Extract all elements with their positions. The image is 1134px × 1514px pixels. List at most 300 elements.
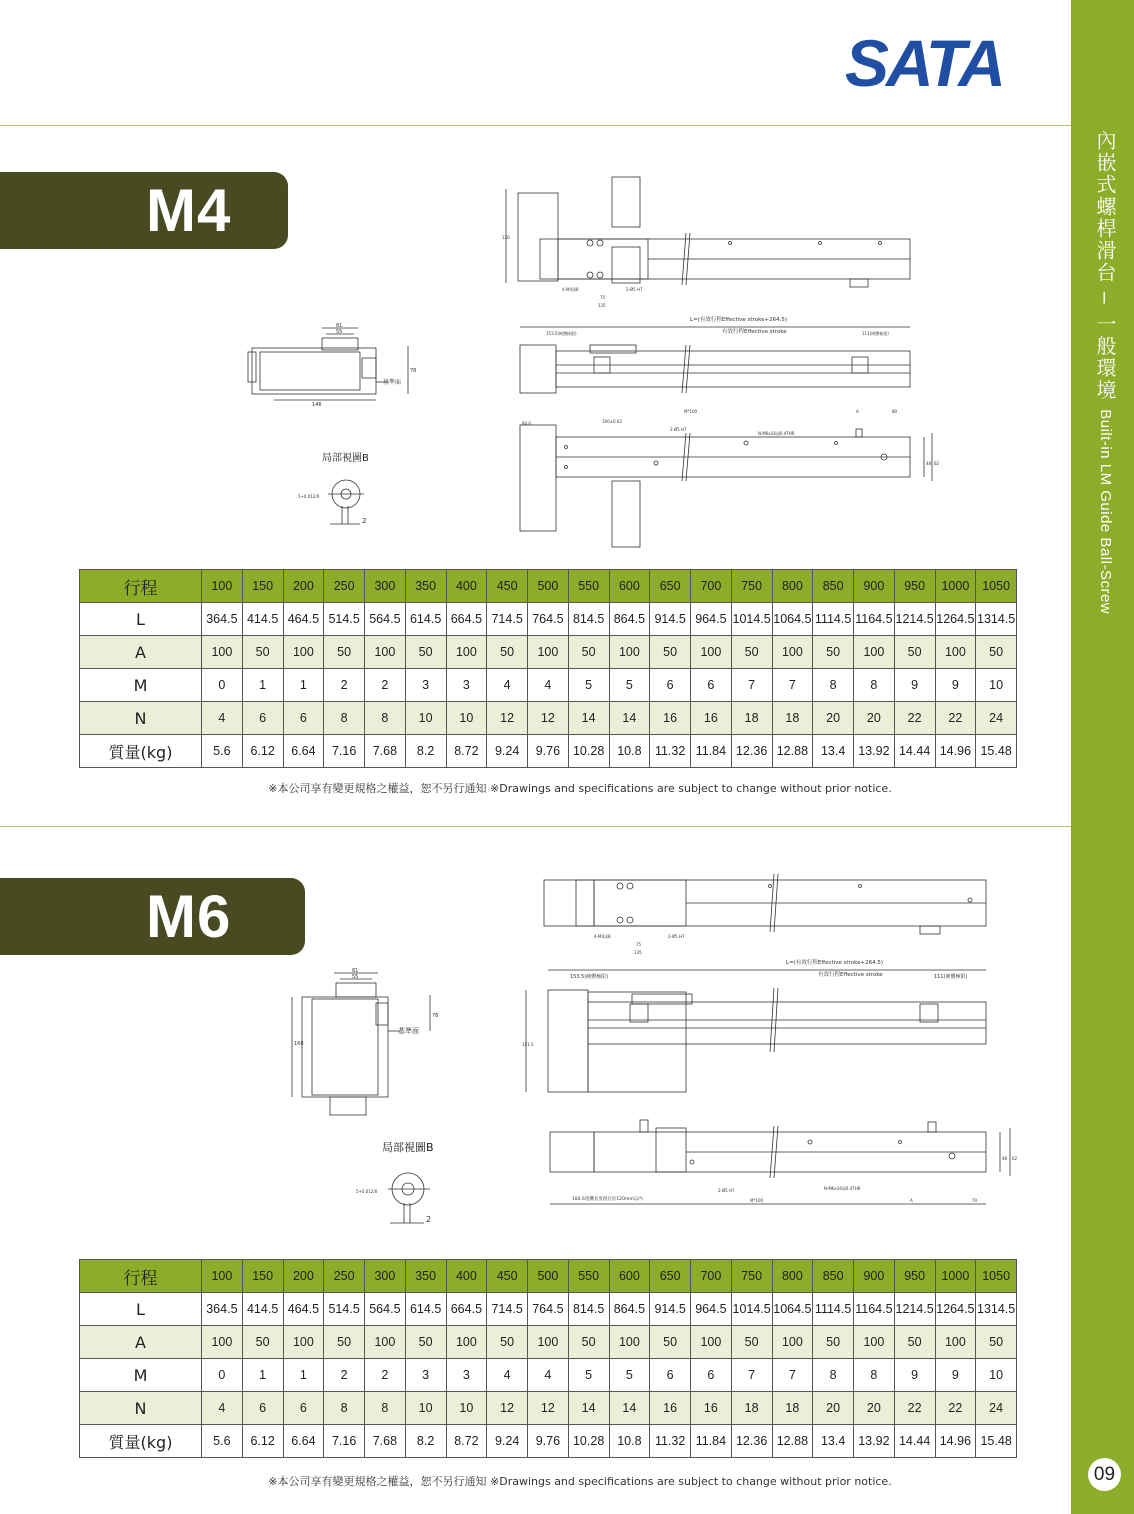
- m6-spec-table: [79, 1259, 1017, 1458]
- m4-stroke-cell: 350: [405, 570, 446, 603]
- m4-spec-table: [79, 569, 1017, 768]
- table-cell: 14: [568, 702, 609, 735]
- m4-notice: ※本公司享有變更規格之權益，恕不另行通知 ※Drawings and specifications are subject to change without prior notice.: [268, 782, 892, 795]
- table-cell: 24: [976, 702, 1017, 735]
- m6-stroke-cell: 100: [202, 1260, 243, 1293]
- divider-top: [0, 125, 1071, 126]
- table-cell: 50: [568, 1326, 609, 1359]
- m4-dim-48: 48: [926, 461, 932, 466]
- table-cell: 514.5: [324, 603, 365, 636]
- m4-dim-78: 78: [410, 368, 417, 374]
- model-title-m6: M6: [0, 878, 305, 955]
- table-cell: 22: [894, 1392, 935, 1425]
- table-cell: 3: [405, 1359, 446, 1392]
- table-cell: 1214.5: [894, 1293, 935, 1326]
- table-cell: 8.72: [446, 735, 487, 768]
- table-cell: 50: [976, 636, 1017, 669]
- table-cell: 10: [405, 1392, 446, 1425]
- table-cell: 8: [813, 1359, 854, 1392]
- m6-detail-view-drawing: [350, 1137, 460, 1227]
- table-cell: 714.5: [487, 603, 528, 636]
- table-cell: 5.6: [202, 735, 243, 768]
- table-cell: 6.12: [242, 735, 283, 768]
- m4-dim-81: 81: [336, 323, 343, 329]
- table-cell: 6: [691, 669, 732, 702]
- table-cell: 8: [365, 702, 406, 735]
- table-cell: 16: [691, 1392, 732, 1425]
- table-cell: 50: [487, 636, 528, 669]
- m6-dim-m4-holes: 4-M4深8: [594, 934, 611, 939]
- table-cell: 1064.5: [772, 1293, 813, 1326]
- m6-stroke-cell: 350: [405, 1260, 446, 1293]
- table-cell: 100: [854, 636, 895, 669]
- table-cell: 814.5: [568, 1293, 609, 1326]
- table-cell: 614.5: [405, 1293, 446, 1326]
- table-cell: 1014.5: [731, 1293, 772, 1326]
- table-cell: 100: [202, 1326, 243, 1359]
- m4-stroke-cell: 850: [813, 570, 854, 603]
- table-cell: 1: [283, 669, 324, 702]
- m6-stroke-cell: 650: [650, 1260, 691, 1293]
- m6-stroke-cell: 250: [324, 1260, 365, 1293]
- table-cell: 13.92: [854, 1425, 895, 1458]
- m6-dim-48: 48: [1002, 1156, 1008, 1161]
- table-cell: 100: [446, 636, 487, 669]
- m4-stroke-cell: 950: [894, 570, 935, 603]
- table-cell: 100: [365, 1326, 406, 1359]
- table-cell: 24: [976, 1392, 1017, 1425]
- table-cell: 1314.5: [976, 603, 1017, 636]
- table-cell: 50: [731, 636, 772, 669]
- m6-dim-70: 70: [972, 1198, 978, 1203]
- table-cell: 1: [242, 1359, 283, 1392]
- m4-detail-label: 局部視圖B: [322, 453, 369, 464]
- table-cell: 100: [528, 1326, 569, 1359]
- table-cell: 814.5: [568, 603, 609, 636]
- m4-dim-eff: 有效行程Effective stroke: [722, 329, 787, 335]
- table-cell: 50: [650, 636, 691, 669]
- table-cell: 1264.5: [935, 603, 976, 636]
- table-cell: 5: [568, 669, 609, 702]
- table-cell: 914.5: [650, 603, 691, 636]
- table-cell: 614.5: [405, 603, 446, 636]
- table-cell: 6: [242, 1392, 283, 1425]
- m6-stroke-cell: 950: [894, 1260, 935, 1293]
- m6-dim-75: 75: [636, 942, 642, 947]
- m6-dim-153: 153.5(硬體極限): [570, 974, 609, 980]
- page-number: 09: [1088, 1458, 1121, 1491]
- table-cell: 564.5: [365, 1293, 406, 1326]
- table-cell: 1014.5: [731, 603, 772, 636]
- table-cell: 964.5: [691, 603, 732, 636]
- table-cell: 6: [242, 702, 283, 735]
- m6-row-L: [80, 1293, 1017, 1326]
- table-cell: 14.44: [894, 1425, 935, 1458]
- m6-stroke-cell: 500: [528, 1260, 569, 1293]
- table-cell: 7: [772, 669, 813, 702]
- table-cell: 364.5: [202, 1293, 243, 1326]
- table-cell: 13.92: [854, 735, 895, 768]
- table-cell: 1164.5: [854, 603, 895, 636]
- table-cell: 22: [894, 702, 935, 735]
- table-cell: 7: [731, 1359, 772, 1392]
- table-cell: 5: [568, 1359, 609, 1392]
- table-cell: 8.2: [405, 735, 446, 768]
- table-cell: 5: [609, 669, 650, 702]
- table-cell: 100: [528, 636, 569, 669]
- table-cell: 10: [446, 1392, 487, 1425]
- m6-detail-dim-b: 2: [426, 1215, 432, 1224]
- table-cell: 100: [772, 1326, 813, 1359]
- m4-stroke-cell: 100: [202, 570, 243, 603]
- m6-dim-55: 55: [352, 974, 359, 980]
- m6-end-view-drawing: [290, 965, 450, 1120]
- m4-stroke-cell: 1000: [935, 570, 976, 603]
- table-cell: 2: [324, 1359, 365, 1392]
- table-cell: 50: [894, 1326, 935, 1359]
- m6-detail-dim-a: 5+0.012/0: [356, 1189, 378, 1194]
- table-cell: 514.5: [324, 1293, 365, 1326]
- table-cell: 1: [283, 1359, 324, 1392]
- m4-stroke-cell: 750: [731, 570, 772, 603]
- side-dash: –: [1094, 291, 1117, 306]
- table-cell: 50: [813, 636, 854, 669]
- table-cell: 6: [650, 669, 691, 702]
- table-cell: 13.4: [813, 1425, 854, 1458]
- table-cell: 14.44: [894, 735, 935, 768]
- table-cell: 10.8: [609, 735, 650, 768]
- m6-stroke-cell: 1000: [935, 1260, 976, 1293]
- m4-stroke-cell: 1050: [976, 570, 1017, 603]
- m4-dim-146: 146: [312, 402, 322, 408]
- m4-stroke-cell: 250: [324, 570, 365, 603]
- table-cell: 20: [813, 702, 854, 735]
- table-cell: 1214.5: [894, 603, 935, 636]
- m4-base-label: 基準面: [383, 379, 402, 386]
- m4-row-label: M: [80, 669, 202, 702]
- table-cell: 6: [283, 702, 324, 735]
- m6-stroke-cell: 800: [772, 1260, 813, 1293]
- table-cell: 1064.5: [772, 603, 813, 636]
- table-cell: 414.5: [242, 1293, 283, 1326]
- table-cell: 864.5: [609, 1293, 650, 1326]
- table-cell: 7.16: [324, 1425, 365, 1458]
- m4-row-N: [80, 702, 1017, 735]
- table-cell: 7.68: [365, 1425, 406, 1458]
- m4-stroke-cell: 600: [609, 570, 650, 603]
- table-cell: 12: [487, 1392, 528, 1425]
- table-cell: 100: [935, 1326, 976, 1359]
- table-cell: 7: [772, 1359, 813, 1392]
- table-cell: 0: [202, 1359, 243, 1392]
- m4-dim-126: 126: [502, 235, 510, 240]
- m4-dim-a: A: [856, 409, 859, 414]
- table-cell: 50: [242, 636, 283, 669]
- m4-dim-m4-holes: 4-M4深8: [562, 287, 579, 292]
- table-cell: 9: [894, 1359, 935, 1392]
- m4-row-label: L: [80, 603, 202, 636]
- table-cell: 12: [528, 702, 569, 735]
- table-cell: 2: [365, 669, 406, 702]
- table-cell: 14.96: [935, 1425, 976, 1458]
- m6-stroke-cell: 300: [365, 1260, 406, 1293]
- m6-row-label: M: [80, 1359, 202, 1392]
- table-cell: 50: [405, 636, 446, 669]
- m4-detail-dim-b: 2: [362, 517, 367, 525]
- table-cell: 10: [976, 1359, 1017, 1392]
- table-cell: 50: [242, 1326, 283, 1359]
- side-zh-title: 內嵌式螺桿滑台: [1093, 130, 1117, 284]
- m6-detail-label: 局部視圖B: [382, 1141, 434, 1154]
- m4-stroke-cell: 400: [446, 570, 487, 603]
- table-cell: 4: [202, 702, 243, 735]
- m4-dim-55: 55: [336, 329, 343, 335]
- table-cell: 15.48: [976, 1425, 1017, 1458]
- m6-notice: ※本公司享有變更規格之權益，恕不另行通知 ※Drawings and specifications are subject to change without prior notice.: [268, 1475, 892, 1488]
- table-cell: 9.24: [487, 735, 528, 768]
- m4-stroke-cell: 800: [772, 570, 813, 603]
- table-cell: 414.5: [242, 603, 283, 636]
- table-cell: 6: [283, 1392, 324, 1425]
- m4-dim-pin: 2-Ø5 H7: [626, 287, 643, 292]
- m6-dim-a: A: [910, 1198, 913, 1203]
- table-cell: 11.32: [650, 735, 691, 768]
- table-cell: 8: [813, 669, 854, 702]
- table-cell: 8: [854, 1359, 895, 1392]
- m4-row-mass: [80, 735, 1017, 768]
- table-cell: 12.88: [772, 1425, 813, 1458]
- table-cell: 100: [691, 1326, 732, 1359]
- table-cell: 20: [854, 1392, 895, 1425]
- table-cell: 100: [283, 1326, 324, 1359]
- table-cell: 50: [650, 1326, 691, 1359]
- m4-detail-view-drawing: [290, 448, 400, 528]
- m4-dim-84: 84.6: [522, 421, 531, 426]
- sata-logo: [845, 30, 1015, 92]
- table-cell: 5.6: [202, 1425, 243, 1458]
- table-cell: 1: [242, 669, 283, 702]
- table-cell: 18: [772, 702, 813, 735]
- table-cell: 50: [976, 1326, 1017, 1359]
- table-cell: 764.5: [528, 603, 569, 636]
- side-title: [1084, 130, 1120, 614]
- m4-row-label: A: [80, 636, 202, 669]
- table-cell: 564.5: [365, 603, 406, 636]
- table-cell: 16: [650, 1392, 691, 1425]
- table-cell: 1114.5: [813, 1293, 854, 1326]
- table-cell: 1264.5: [935, 1293, 976, 1326]
- m6-stroke-cell: 600: [609, 1260, 650, 1293]
- table-cell: 914.5: [650, 1293, 691, 1326]
- table-cell: 964.5: [691, 1293, 732, 1326]
- m6-dim-160: 160: [294, 1041, 304, 1047]
- table-cell: 12.36: [731, 735, 772, 768]
- m6-dim-m100: M*100: [750, 1198, 764, 1203]
- table-cell: 1114.5: [813, 603, 854, 636]
- m6-dim-cable: 184.6電機長度現在於120mm以內: [572, 1197, 643, 1202]
- m6-stroke-cell: 850: [813, 1260, 854, 1293]
- table-cell: 6.12: [242, 1425, 283, 1458]
- table-cell: 6: [691, 1359, 732, 1392]
- m6-dim-151: 151.5: [522, 1042, 534, 1047]
- m6-stroke-row: [80, 1260, 1017, 1293]
- table-cell: 11.84: [691, 1425, 732, 1458]
- table-cell: 100: [772, 636, 813, 669]
- table-cell: 4: [528, 1359, 569, 1392]
- svg-text:SATA: SATA: [845, 30, 1003, 92]
- table-cell: 5: [609, 1359, 650, 1392]
- m6-stroke-cell: 700: [691, 1260, 732, 1293]
- table-cell: 3: [446, 1359, 487, 1392]
- m4-stroke-cell: 550: [568, 570, 609, 603]
- table-cell: 7.68: [365, 735, 406, 768]
- table-cell: 9: [935, 669, 976, 702]
- table-cell: 22: [935, 1392, 976, 1425]
- table-cell: 664.5: [446, 1293, 487, 1326]
- m6-row-label: L: [80, 1293, 202, 1326]
- m6-dim-pin2: 2-Ø5 H7: [718, 1188, 735, 1193]
- table-cell: 14: [609, 1392, 650, 1425]
- table-cell: 11.32: [650, 1425, 691, 1458]
- m4-stroke-row: [80, 570, 1017, 603]
- m4-dim-m100: M*100: [684, 409, 698, 414]
- table-cell: 50: [324, 636, 365, 669]
- table-cell: 8: [854, 669, 895, 702]
- side-en-sub: Built-in LM Guide Ball-Screw: [1097, 409, 1114, 615]
- m6-stroke-cell: 450: [487, 1260, 528, 1293]
- table-cell: 20: [813, 1392, 854, 1425]
- m4-stroke-label: 行程: [80, 570, 202, 603]
- table-cell: 9.24: [487, 1425, 528, 1458]
- table-cell: 18: [772, 1392, 813, 1425]
- table-cell: 4: [487, 669, 528, 702]
- m4-stroke-cell: 900: [854, 570, 895, 603]
- table-cell: 10: [976, 669, 1017, 702]
- table-cell: 8.2: [405, 1425, 446, 1458]
- m6-stroke-cell: 1050: [976, 1260, 1017, 1293]
- table-cell: 100: [202, 636, 243, 669]
- m6-dim-62: 62: [1012, 1156, 1018, 1161]
- model-title-m4: M4: [0, 172, 288, 249]
- table-cell: 50: [731, 1326, 772, 1359]
- table-cell: 3: [405, 669, 446, 702]
- table-cell: 6.64: [283, 735, 324, 768]
- table-cell: 8: [324, 702, 365, 735]
- table-cell: 8: [365, 1392, 406, 1425]
- table-cell: 7.16: [324, 735, 365, 768]
- table-cell: 12.88: [772, 735, 813, 768]
- m6-dim-78: 78: [432, 1013, 439, 1019]
- table-cell: 50: [568, 636, 609, 669]
- m6-dim-111: 111(硬體極限): [934, 974, 968, 980]
- m6-dim-pin: 2-Ø5 H7: [668, 934, 685, 939]
- table-cell: 4: [202, 1392, 243, 1425]
- table-cell: 464.5: [283, 603, 324, 636]
- m6-stroke-cell: 200: [283, 1260, 324, 1293]
- table-cell: 16: [650, 702, 691, 735]
- table-cell: 464.5: [283, 1293, 324, 1326]
- table-cell: 6.64: [283, 1425, 324, 1458]
- m6-dim-81: 81: [352, 968, 359, 974]
- m6-dim-L: L=(有效行程Effective stroke+264.5): [786, 960, 883, 966]
- table-cell: 6: [650, 1359, 691, 1392]
- table-cell: 100: [609, 636, 650, 669]
- m6-dim-135: 135: [634, 950, 642, 955]
- table-cell: 9.76: [528, 1425, 569, 1458]
- table-cell: 9.76: [528, 735, 569, 768]
- table-cell: 4: [487, 1359, 528, 1392]
- m4-row-label: N: [80, 702, 202, 735]
- m4-row-A: [80, 636, 1017, 669]
- table-cell: 12: [487, 702, 528, 735]
- m4-stroke-cell: 200: [283, 570, 324, 603]
- m4-stroke-cell: 650: [650, 570, 691, 603]
- table-cell: 11.84: [691, 735, 732, 768]
- table-cell: 714.5: [487, 1293, 528, 1326]
- m4-dim-75: 75: [600, 295, 606, 300]
- table-cell: 18: [731, 1392, 772, 1425]
- table-cell: 16: [691, 702, 732, 735]
- m6-row-mass: [80, 1425, 1017, 1458]
- table-cell: 100: [609, 1326, 650, 1359]
- table-cell: 2: [365, 1359, 406, 1392]
- table-cell: 364.5: [202, 603, 243, 636]
- m6-row-N: [80, 1392, 1017, 1425]
- m6-stroke-cell: 900: [854, 1260, 895, 1293]
- table-cell: 7: [731, 669, 772, 702]
- m6-dim-eff: 有效行程Effective stroke: [818, 972, 883, 978]
- m4-dim-nm: N-M6x16深6.4THR: [758, 431, 795, 436]
- table-cell: 50: [894, 636, 935, 669]
- table-cell: 10: [405, 702, 446, 735]
- table-cell: 100: [283, 636, 324, 669]
- m4-stroke-cell: 450: [487, 570, 528, 603]
- table-cell: 14: [609, 702, 650, 735]
- m6-stroke-cell: 400: [446, 1260, 487, 1293]
- m6-row-A: [80, 1326, 1017, 1359]
- table-cell: 4: [528, 669, 569, 702]
- table-cell: 50: [487, 1326, 528, 1359]
- m6-base-label: 基準面: [398, 1027, 419, 1035]
- table-cell: 8.72: [446, 1425, 487, 1458]
- table-cell: 1164.5: [854, 1293, 895, 1326]
- side-zh-sub: 一般環境: [1093, 313, 1117, 402]
- table-cell: 14: [568, 1392, 609, 1425]
- table-cell: 12: [528, 1392, 569, 1425]
- table-cell: 14.96: [935, 735, 976, 768]
- table-cell: 9: [894, 669, 935, 702]
- m4-dim-111: 111(硬體極限): [862, 331, 889, 336]
- table-cell: 18: [731, 702, 772, 735]
- table-cell: 10.8: [609, 1425, 650, 1458]
- m4-dim-100: 100±0.02: [602, 419, 622, 424]
- table-cell: 15.48: [976, 735, 1017, 768]
- m6-stroke-label: 行程: [80, 1260, 202, 1293]
- table-cell: 12.36: [731, 1425, 772, 1458]
- table-cell: 50: [324, 1326, 365, 1359]
- m6-row-label: A: [80, 1326, 202, 1359]
- table-cell: 0: [202, 669, 243, 702]
- table-cell: 50: [813, 1326, 854, 1359]
- m4-dim-135: 135: [598, 303, 606, 308]
- table-cell: 22: [935, 702, 976, 735]
- m4-row-label: 質量(kg): [80, 735, 202, 768]
- m4-row-L: [80, 603, 1017, 636]
- table-cell: 100: [691, 636, 732, 669]
- divider-middle: [0, 826, 1071, 827]
- m6-stroke-cell: 750: [731, 1260, 772, 1293]
- table-cell: 10: [446, 702, 487, 735]
